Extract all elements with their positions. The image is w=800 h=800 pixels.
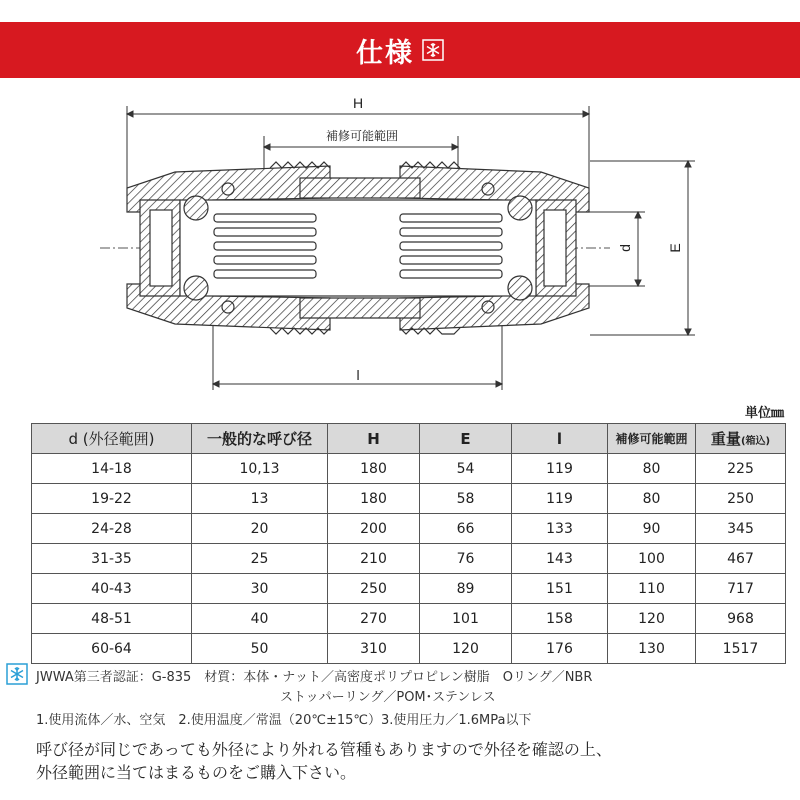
table-cell: 180 — [328, 484, 420, 514]
table-cell: 180 — [328, 454, 420, 484]
table-cell: 76 — [420, 544, 512, 574]
table-header-row — [32, 424, 786, 454]
table-cell: 467 — [696, 544, 786, 574]
caution-note-1: 呼び径が同じであっても外径により外れる管種もありますので外径を確認の上、 — [36, 740, 612, 759]
title-banner — [0, 22, 800, 78]
dimension-l-label: l — [356, 367, 360, 383]
certification-note: JWWA第三者認証：G-835 材質：本体・ナット／高密度ポリプロピレン樹脂 Oリング／NBR — [36, 670, 593, 685]
dimension-h-label: H — [352, 95, 364, 111]
table-cell: 40 — [192, 604, 328, 634]
table-row — [32, 514, 786, 544]
table-cell: 130 — [608, 634, 696, 664]
table-cell: 10,13 — [192, 454, 328, 484]
table-cell: 717 — [696, 574, 786, 604]
table-cell: 225 — [696, 454, 786, 484]
table-cell: 48-51 — [32, 604, 192, 634]
header-repair-range: 補修可能範囲 — [608, 424, 696, 454]
spec-table — [31, 423, 786, 664]
table-cell: 58 — [420, 484, 512, 514]
table-cell: 66 — [420, 514, 512, 544]
table-cell: 80 — [608, 484, 696, 514]
table-cell: 24-28 — [32, 514, 192, 544]
table-cell: 310 — [328, 634, 420, 664]
header-nominal-size: 一般的な呼び径 — [192, 424, 328, 454]
table-row — [32, 604, 786, 634]
header-e: E — [420, 424, 512, 454]
table-cell: 270 — [328, 604, 420, 634]
table-cell: 110 — [608, 574, 696, 604]
page-title: 仕様 — [356, 37, 414, 69]
header-weight: 重量(箱込) — [696, 424, 786, 454]
table-cell: 13 — [192, 484, 328, 514]
table-cell: 200 — [328, 514, 420, 544]
table-cell: 60-64 — [32, 634, 192, 664]
table-row — [32, 574, 786, 604]
table-cell: 345 — [696, 514, 786, 544]
table-cell: 25 — [192, 544, 328, 574]
table-cell: 19-22 — [32, 484, 192, 514]
table-row — [32, 454, 786, 484]
material-note: ストッパーリング／POM･ステンレス — [280, 690, 496, 705]
snowflake-icon — [6, 663, 28, 685]
header-l: l — [512, 424, 608, 454]
table-cell: 80 — [608, 454, 696, 484]
table-cell: 250 — [696, 484, 786, 514]
table-cell: 31-35 — [32, 544, 192, 574]
table-row — [32, 544, 786, 574]
table-cell: 250 — [328, 574, 420, 604]
table-cell: 14-18 — [32, 454, 192, 484]
dimension-e-label: E — [667, 243, 683, 253]
table-cell: 133 — [512, 514, 608, 544]
technical-drawing — [0, 88, 800, 398]
table-cell: 119 — [512, 454, 608, 484]
table-cell: 120 — [608, 604, 696, 634]
dimension-d-label: d — [617, 244, 633, 252]
snowflake-icon — [422, 39, 444, 61]
table-row — [32, 634, 786, 664]
table-cell: 101 — [420, 604, 512, 634]
table-cell: 210 — [328, 544, 420, 574]
table-cell: 54 — [420, 454, 512, 484]
usage-note: 1.使用流体／水、空気 2.使用温度／常温（20℃±15℃）3.使用圧力／1.6MPa以下 — [36, 713, 532, 728]
table-cell: 1517 — [696, 634, 786, 664]
table-cell: 30 — [192, 574, 328, 604]
table-cell: 968 — [696, 604, 786, 634]
header-outer-diameter: d (外径範囲) — [32, 424, 192, 454]
repair-range-label: 補修可能範囲 — [325, 129, 399, 143]
table-cell: 20 — [192, 514, 328, 544]
header-h: H — [328, 424, 420, 454]
table-cell: 151 — [512, 574, 608, 604]
caution-note-2: 外径範囲に当てはまるものをご購入下さい。 — [36, 763, 357, 782]
table-cell: 176 — [512, 634, 608, 664]
table-cell: 143 — [512, 544, 608, 574]
table-cell: 100 — [608, 544, 696, 574]
table-cell: 120 — [420, 634, 512, 664]
table-cell: 89 — [420, 574, 512, 604]
unit-label: 単位㎜ — [744, 406, 784, 421]
table-row — [32, 484, 786, 514]
table-cell: 119 — [512, 484, 608, 514]
table-cell: 50 — [192, 634, 328, 664]
table-cell: 158 — [512, 604, 608, 634]
table-cell: 40-43 — [32, 574, 192, 604]
table-cell: 90 — [608, 514, 696, 544]
